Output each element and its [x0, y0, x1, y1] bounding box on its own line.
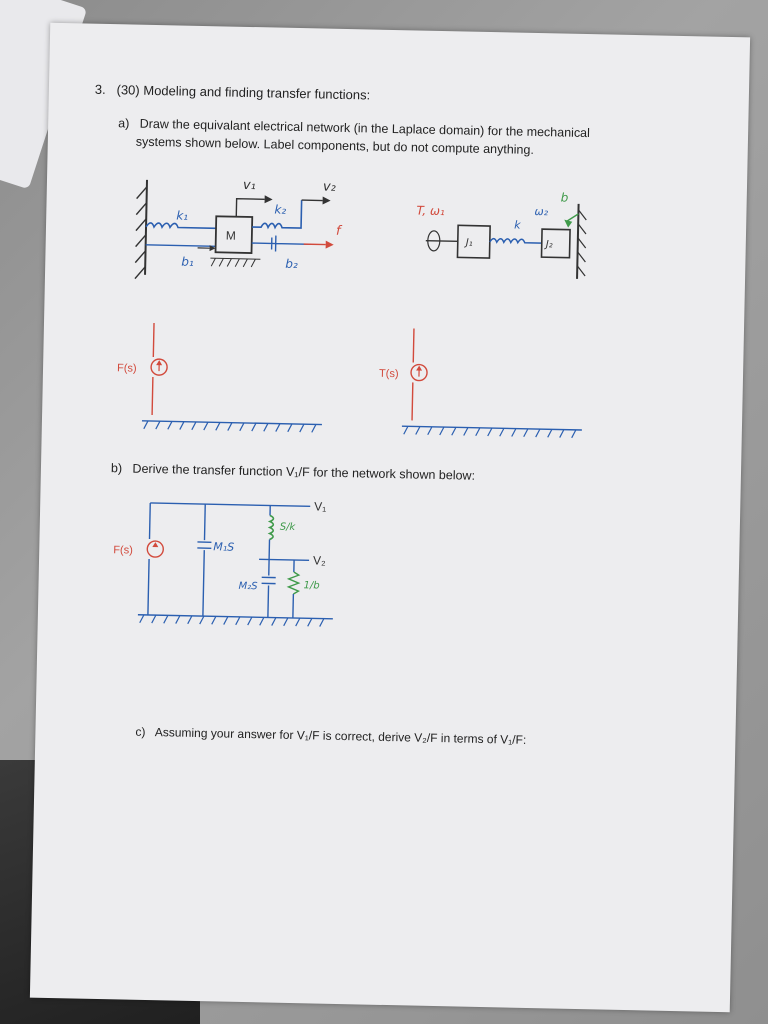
w2-label: ω₂ [534, 204, 549, 219]
part-b-network-drawing [107, 494, 370, 639]
c2-label: M₂S [238, 580, 258, 593]
k1-label: k₁ [176, 208, 189, 223]
mass-label: M [225, 228, 237, 243]
j2-label: J₂ [545, 239, 553, 251]
part-a-text-line1: Draw the equivalant electrical network (in the Laplace domain) for the mechanical [139, 116, 591, 141]
left-network-drawing [111, 314, 344, 449]
v2-label: v₂ [322, 179, 336, 195]
j1-label: J₁ [465, 237, 473, 249]
right-rotational-system [395, 180, 597, 284]
right-network-drawing [371, 320, 604, 455]
b-label: b [560, 190, 569, 205]
question-title: Modeling and finding transfer functions: [143, 82, 371, 103]
part-c-label: c) [135, 724, 146, 739]
part-a-label: a) [118, 116, 130, 131]
b2-label: b₂ [285, 256, 298, 272]
part-a-text-line2: systems shown below. Label components, but do not compute anything. [135, 134, 535, 157]
k-label: k [514, 218, 521, 232]
question-heading [95, 82, 371, 103]
right-network-source-label: T(s) [378, 367, 399, 381]
left-network-source-label: F(s) [116, 362, 137, 375]
left-mechanical-system [125, 174, 357, 289]
k2-label: k₂ [274, 202, 287, 217]
part-b-label: b) [110, 461, 123, 476]
part-c-text: Assuming your answer for V₁/F is correct, derive V₂/F in terms of V₁/F: [154, 725, 527, 747]
torque-label: T, ω₁ [416, 203, 445, 219]
v2-node-label: V₂ [312, 553, 326, 568]
part-b-source-label: F(s) [113, 544, 133, 557]
question-number: 3. [94, 81, 106, 97]
force-label: f [335, 223, 341, 239]
part-b-text: Derive the transfer function V₁/F for the network shown below: [132, 461, 476, 483]
resistor-label: 1/b [303, 580, 320, 592]
v1-label: v₁ [242, 177, 256, 194]
question-points: (30) [116, 82, 140, 98]
inductor-label: S/k [279, 521, 296, 534]
v1-node-label: V₁ [314, 499, 327, 514]
c1-label: M₁S [213, 540, 235, 554]
part-b-line [111, 461, 475, 483]
worksheet-page [30, 23, 750, 1012]
b1-label: b₁ [181, 254, 194, 269]
part-c-line [135, 725, 526, 747]
